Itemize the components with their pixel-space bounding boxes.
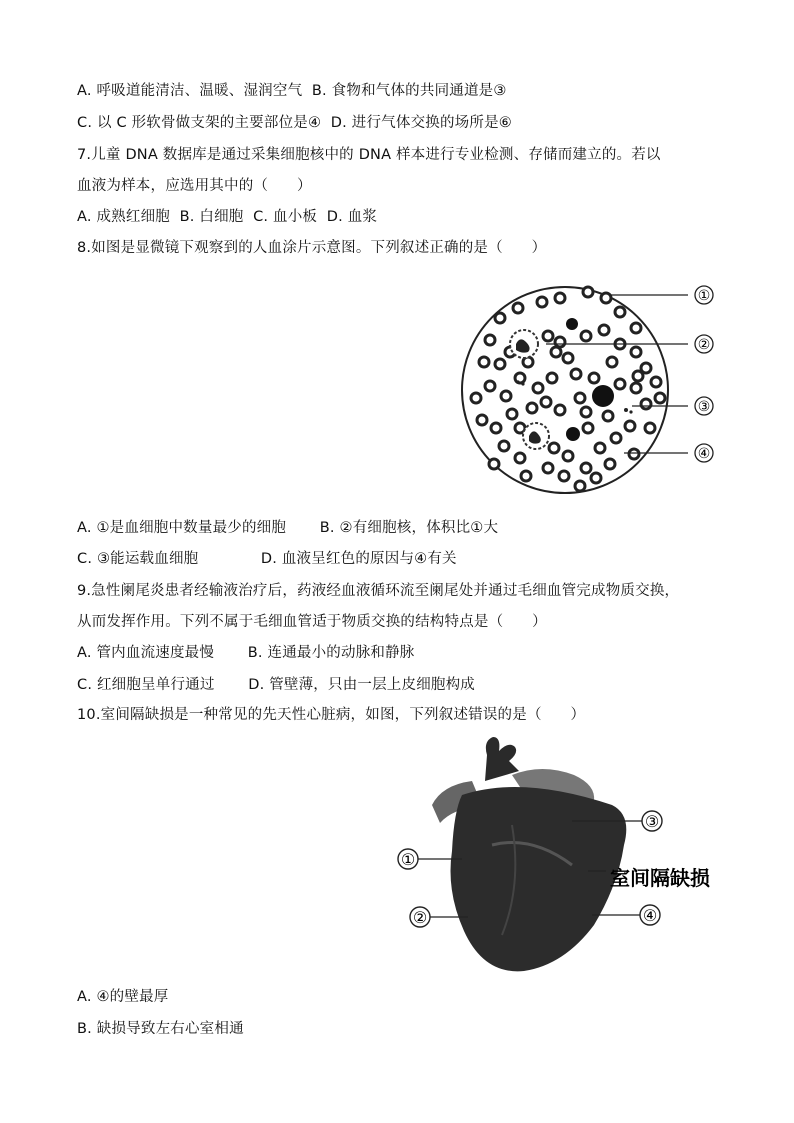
red-blood-cell (615, 307, 625, 317)
red-blood-cell (491, 423, 501, 433)
red-blood-cell (471, 393, 481, 403)
q9-stem-line2: 从而发挥作用。下列不属于毛细血管适于物质交换的结构特点是（ ） (77, 614, 547, 630)
red-blood-cell (607, 357, 617, 367)
red-blood-cell (499, 441, 509, 451)
red-blood-cell (603, 411, 613, 421)
red-blood-cell (575, 481, 585, 491)
red-blood-cell (631, 347, 641, 357)
q6-options-ab: A. 呼吸道能清洁、温暖、湿润空气 B. 食物和气体的共同通道是③ (77, 83, 507, 99)
red-blood-cell (515, 453, 525, 463)
heart-figure (392, 735, 732, 975)
red-blood-cell (595, 443, 605, 453)
red-blood-cell (547, 373, 557, 383)
red-blood-cell (477, 415, 487, 425)
heart-label-4: ④ (642, 906, 658, 925)
blood-label-2: ② (697, 337, 711, 353)
heart-label-3: ③ (644, 812, 660, 831)
red-blood-cell (571, 369, 581, 379)
red-blood-cell (645, 423, 655, 433)
large-dark-cell-icon (592, 385, 614, 407)
red-blood-cell (641, 399, 651, 409)
red-blood-cell (555, 293, 565, 303)
red-blood-cell (479, 357, 489, 367)
red-blood-cell (527, 403, 537, 413)
red-blood-cell (583, 423, 593, 433)
q9-options-cd: C. 红细胞呈单行通过 D. 管壁薄，只由一层上皮细胞构成 (77, 677, 475, 693)
q7-options: A. 成熟红细胞 B. 白细胞 C. 血小板 D. 血浆 (77, 209, 378, 225)
red-blood-cell (631, 383, 641, 393)
red-blood-cell (625, 421, 635, 431)
blood-label-1: ① (697, 288, 711, 304)
dark-cell-icon (566, 427, 580, 441)
red-blood-cell (555, 337, 565, 347)
red-blood-cell (599, 325, 609, 335)
red-blood-cell (489, 459, 499, 469)
red-blood-cell (485, 381, 495, 391)
red-blood-cell (533, 383, 543, 393)
red-blood-cell (575, 393, 585, 403)
red-blood-cell (537, 297, 547, 307)
red-blood-cell (507, 409, 517, 419)
red-blood-cell (611, 433, 621, 443)
red-blood-cell (655, 393, 665, 403)
red-blood-cell (651, 377, 661, 387)
red-blood-cell (563, 353, 573, 363)
red-blood-cell (521, 471, 531, 481)
heart-label-1: ① (400, 850, 416, 869)
white-blood-cell-icon (523, 423, 549, 449)
red-blood-cell (583, 287, 593, 297)
q10-option-a: A. ④的壁最厚 (77, 989, 169, 1005)
red-blood-cell (633, 371, 643, 381)
blood-label-3: ③ (697, 399, 711, 415)
q9-options-ab: A. 管内血流速度最慢 B. 连通最小的动脉和静脉 (77, 645, 415, 661)
red-blood-cell (485, 335, 495, 345)
red-blood-cell (495, 359, 505, 369)
heart-body (451, 787, 627, 971)
q6-options-cd: C. 以 C 形软骨做支架的主要部位是④ D. 进行气体交换的场所是⑥ (77, 115, 512, 131)
q8-options-cd: C. ③能运载血细胞 D. 血液呈红色的原因与④有关 (77, 551, 457, 567)
red-blood-cell (543, 331, 553, 341)
blood-label-4: ④ (697, 446, 711, 462)
red-blood-cell (581, 407, 591, 417)
q8-stem: 8.如图是显微镜下观察到的人血涂片示意图。下列叙述正确的是（ ） (77, 240, 547, 256)
red-blood-cell (549, 443, 559, 453)
white-blood-cell-icon (510, 330, 538, 358)
red-blood-cell (555, 405, 565, 415)
red-blood-cell (615, 379, 625, 389)
red-blood-cell (513, 303, 523, 313)
q8-options-ab: A. ①是血细胞中数量最少的细胞 B. ②有细胞核，体积比①大 (77, 520, 499, 536)
red-blood-cell (591, 473, 601, 483)
red-blood-cell (589, 373, 599, 383)
q7-stem-line1: 7.儿童 DNA 数据库是通过采集细胞核中的 DNA 样本进行专业检测、存储而建立的。若以 (77, 147, 661, 163)
q7-stem-line2: 血液为样本，应选用其中的（ ） (77, 178, 312, 194)
red-blood-cell (501, 391, 511, 401)
red-blood-cell (543, 463, 553, 473)
defect-label: 室间隔缺损 (610, 866, 710, 890)
red-blood-cell (563, 451, 573, 461)
red-blood-cell (605, 459, 615, 469)
red-blood-cell (581, 463, 591, 473)
q10-option-b: B. 缺损导致左右心室相通 (77, 1021, 244, 1037)
red-blood-cell (581, 331, 591, 341)
red-blood-cell (631, 323, 641, 333)
red-blood-cell (495, 313, 505, 323)
q10-stem: 10.室间隔缺损是一种常见的先天性心脏病，如图，下列叙述错误的是（ ） (77, 707, 586, 723)
red-blood-cell (541, 397, 551, 407)
red-blood-cell (559, 471, 569, 481)
blood-smear-figure (460, 278, 730, 508)
dark-cell-icon (566, 318, 578, 330)
red-blood-cell (629, 449, 639, 459)
red-blood-cell (601, 293, 611, 303)
heart-label-2: ② (412, 908, 428, 927)
red-blood-cell (551, 347, 561, 357)
q9-stem-line1: 9.急性阑尾炎患者经输液治疗后，药液经血液循环流至阑尾处并通过毛细血管完成物质交换， (77, 583, 680, 599)
